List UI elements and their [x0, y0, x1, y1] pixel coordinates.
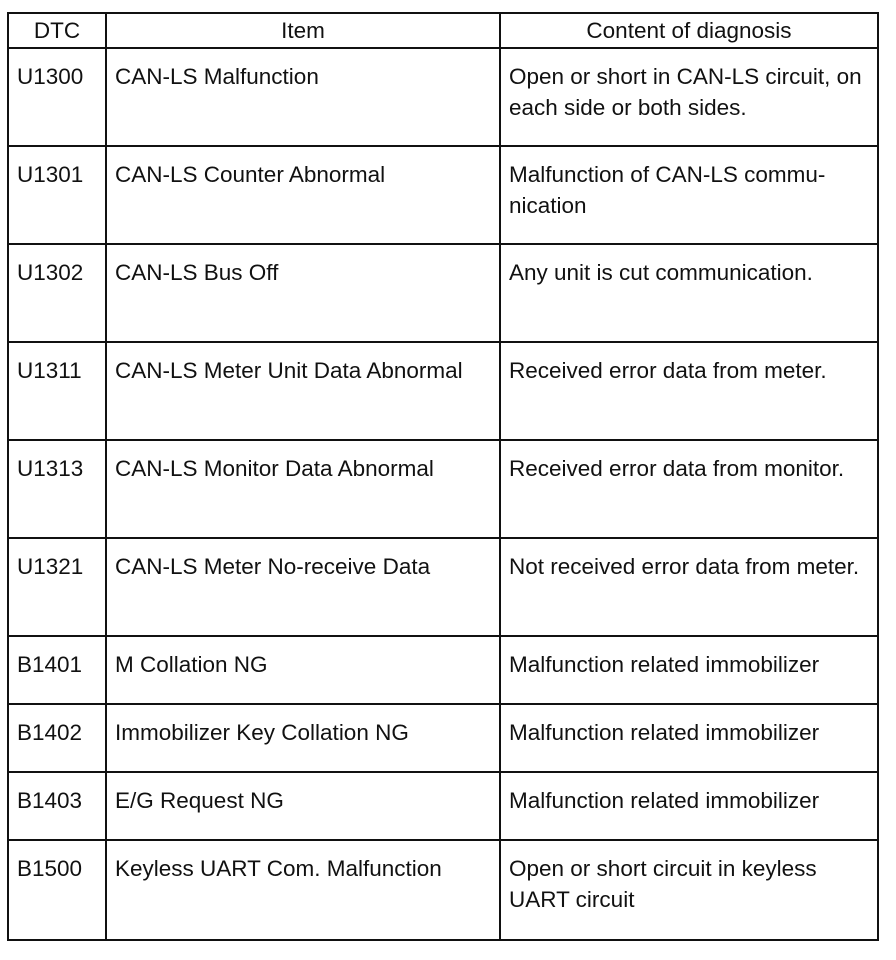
item-name: CAN-LS Counter Abnormal	[106, 146, 500, 244]
dtc-code: U1313	[8, 440, 106, 538]
header-row	[8, 13, 878, 48]
dtc-code: U1300	[8, 48, 106, 146]
dtc-code: B1402	[8, 704, 106, 772]
header-dtc: DTC	[8, 13, 106, 48]
diagnosis-content: Not received error data from meter.	[500, 538, 878, 636]
dtc-code: B1401	[8, 636, 106, 704]
header-content: Content of diagnosis	[500, 13, 878, 48]
table-row	[8, 704, 878, 772]
diagnosis-content: Received error data from meter.	[500, 342, 878, 440]
diagnosis-content: Received error data from monitor.	[500, 440, 878, 538]
item-name: CAN-LS Monitor Data Abnormal	[106, 440, 500, 538]
table-row	[8, 636, 878, 704]
dtc-table	[7, 12, 879, 941]
item-name: Keyless UART Com. Malfunction	[106, 840, 500, 940]
table-row	[8, 146, 878, 244]
table-row	[8, 342, 878, 440]
dtc-code: B1500	[8, 840, 106, 940]
diagnosis-content: Malfunction of CAN-LS commu-nication	[500, 146, 878, 244]
dtc-code: B1403	[8, 772, 106, 840]
dtc-code: U1302	[8, 244, 106, 342]
diagnosis-content: Malfunction related immobilizer	[500, 772, 878, 840]
header-item: Item	[106, 13, 500, 48]
dtc-code: U1311	[8, 342, 106, 440]
dtc-code: U1301	[8, 146, 106, 244]
dtc-code: U1321	[8, 538, 106, 636]
diagnosis-content: Malfunction related immobilizer	[500, 636, 878, 704]
diagnosis-content: Open or short circuit in keyless UART circuit	[500, 840, 878, 940]
table-row	[8, 538, 878, 636]
item-name: CAN-LS Meter Unit Data Abnormal	[106, 342, 500, 440]
diagnosis-content: Any unit is cut communication.	[500, 244, 878, 342]
item-name: CAN-LS Malfunction	[106, 48, 500, 146]
table-row	[8, 440, 878, 538]
item-name: CAN-LS Bus Off	[106, 244, 500, 342]
item-name: CAN-LS Meter No-receive Data	[106, 538, 500, 636]
item-name: Immobilizer Key Collation NG	[106, 704, 500, 772]
diagnosis-content: Malfunction related immobilizer	[500, 704, 878, 772]
table-row	[8, 244, 878, 342]
table-row	[8, 772, 878, 840]
item-name: M Collation NG	[106, 636, 500, 704]
diagnosis-content: Open or short in CAN-LS circuit, on each side or both sides.	[500, 48, 878, 146]
table-row	[8, 48, 878, 146]
table-row	[8, 840, 878, 940]
item-name: E/G Request NG	[106, 772, 500, 840]
